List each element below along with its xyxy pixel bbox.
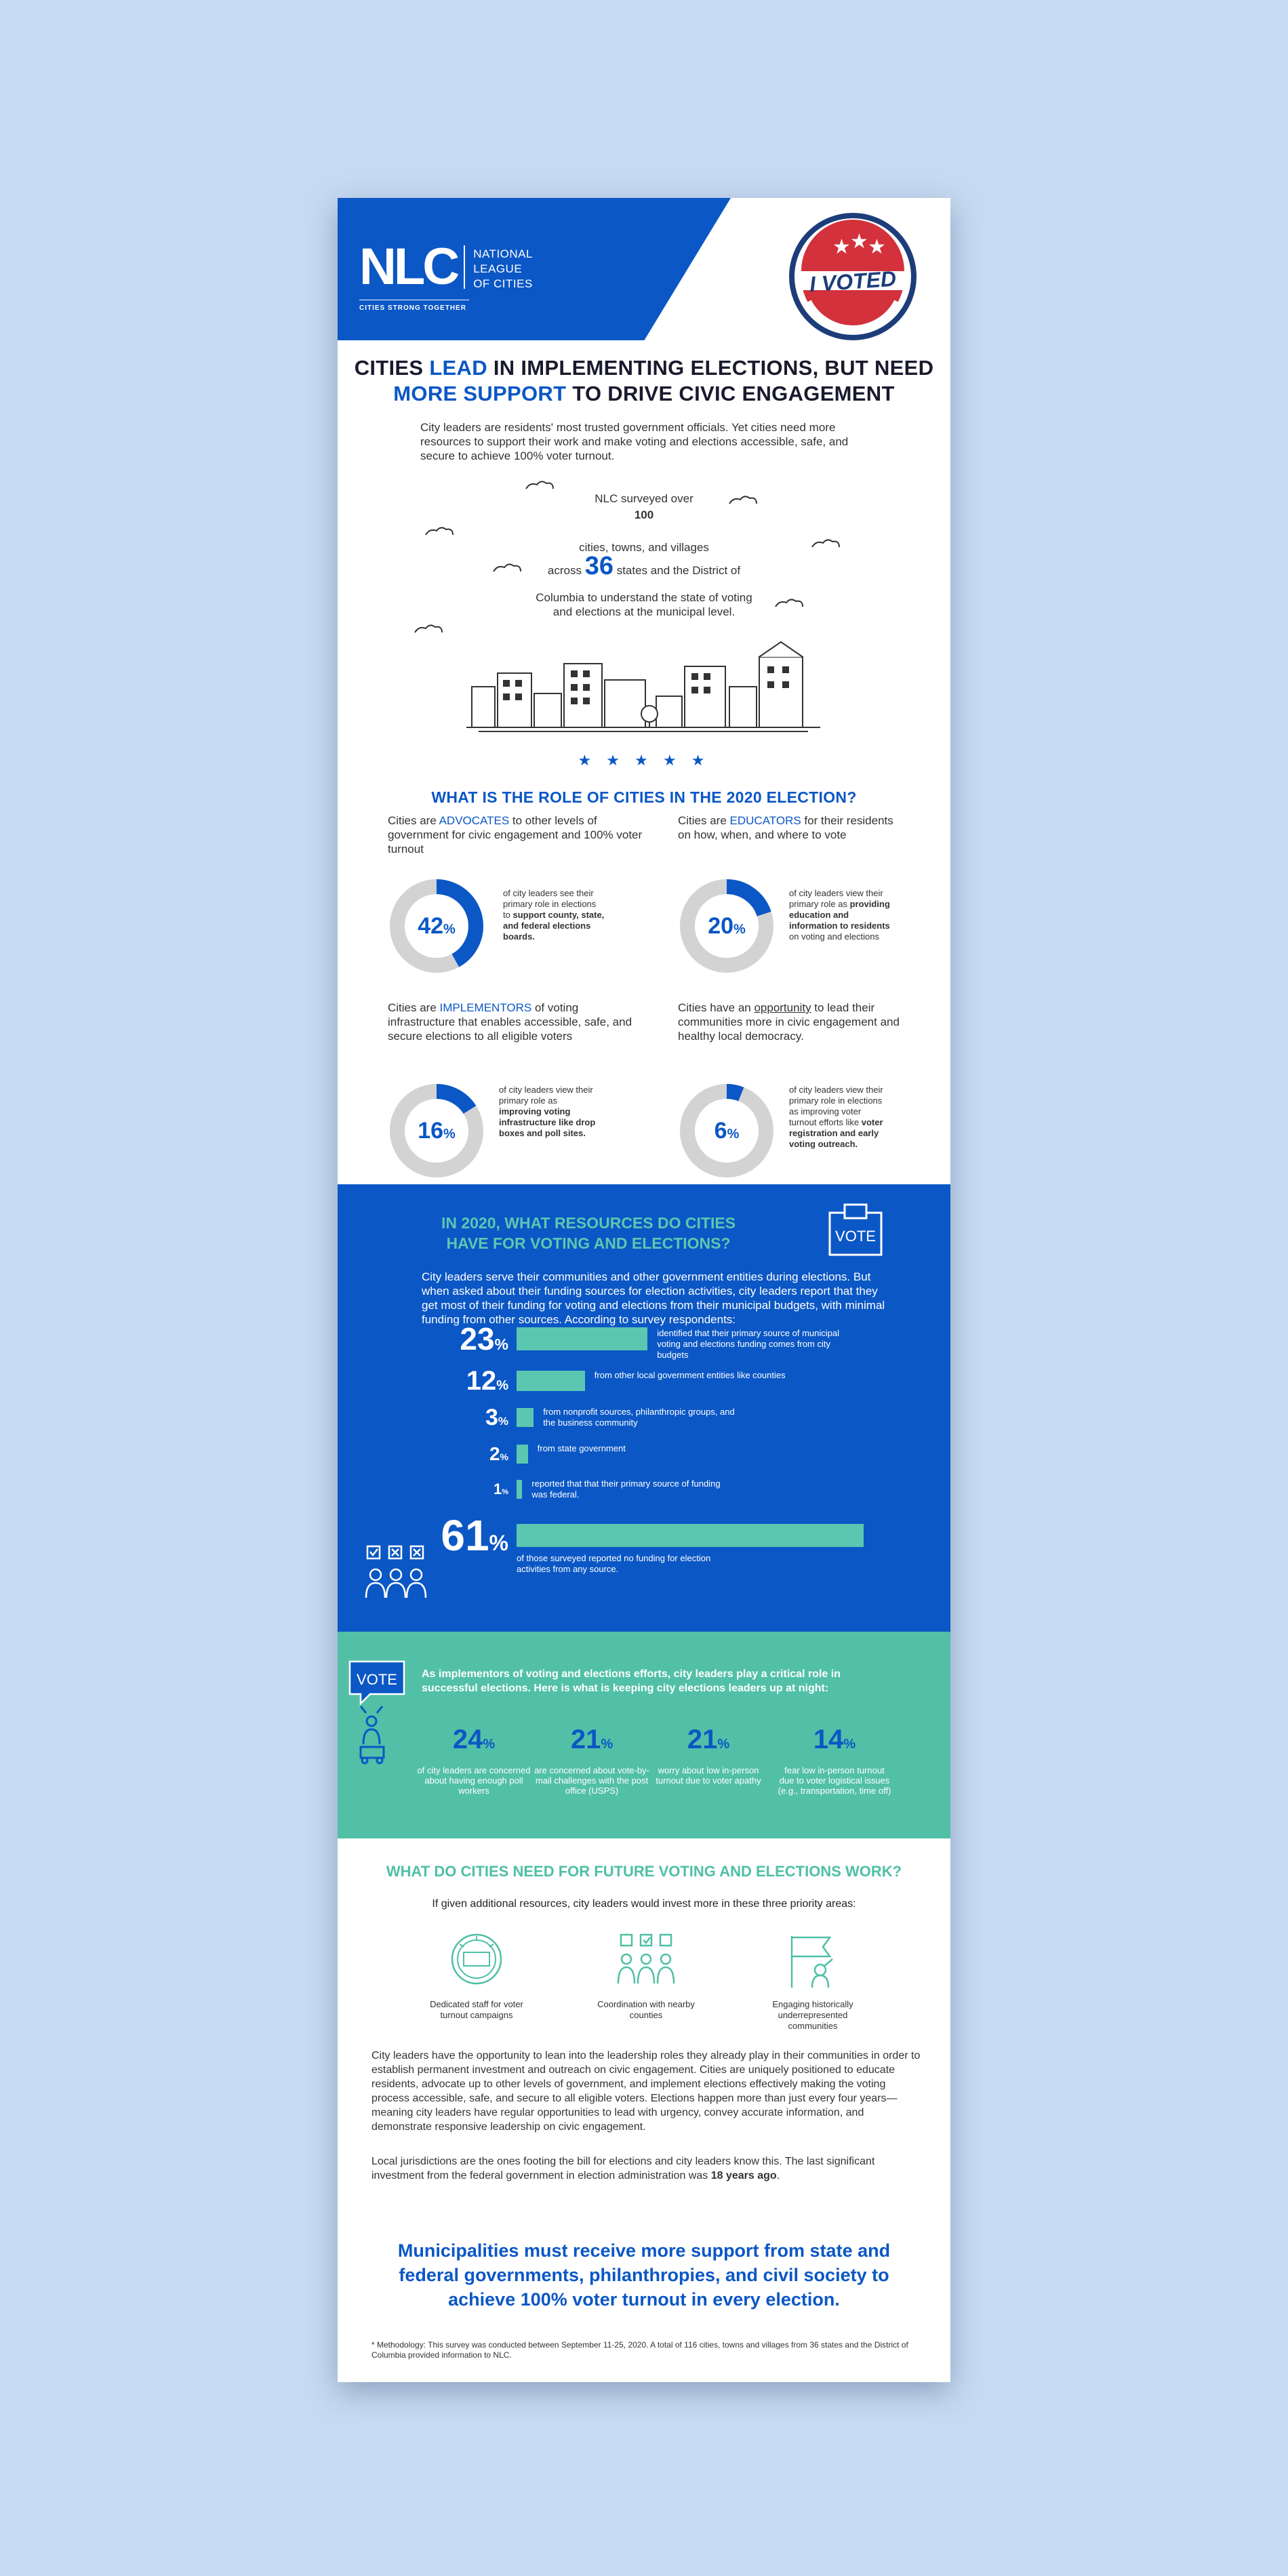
survey-section	[338, 463, 950, 748]
title-text: CITIES	[354, 356, 430, 380]
role-text: Cities are	[388, 1001, 440, 1014]
stat-text: fear low in-person turnout due to voter logistical issues (e.g., transportation, time off)	[778, 1765, 891, 1796]
desc-text: of city leaders view their primary role as	[499, 1085, 593, 1106]
survey-count: 100	[634, 508, 654, 521]
resources-heading	[419, 1213, 758, 1253]
future-section	[338, 1838, 950, 2382]
role-description	[503, 888, 605, 942]
title-text: IN IMPLEMENTING ELECTIONS, BUT NEED	[487, 356, 934, 380]
vote-bubble-label: VOTE	[357, 1671, 397, 1688]
funding-bar-label: reported that that their primary source of funding was federal.	[531, 1478, 721, 1500]
concern-stat-logistics	[777, 1725, 892, 1796]
percent-number: 20	[708, 913, 734, 939]
priority-label: Engaging historically underrepresented communities	[772, 1999, 853, 2031]
vote-badge-icon	[446, 1932, 507, 1990]
survey-line-2: cities, towns, and villages	[579, 541, 709, 554]
roles-heading: WHAT IS THE ROLE OF CITIES IN THE 2020 ELECTION?	[431, 788, 857, 806]
paragraph-text: Local jurisdictions are the ones footing the bill for elections and city leaders know this. The last significant investment from the federal government in election administration was	[371, 2156, 875, 2181]
priority-label: Coordination with nearby counties	[597, 1999, 695, 2020]
worker-icon	[361, 1706, 384, 1763]
intro-text: City leaders are residents' most trusted government officials. Yet cities need more resources to support their work and make voting and elections accessible, safe, and secure to achieve 100% voter turnout.	[420, 421, 849, 462]
logo-line-2: LEAGUE	[473, 262, 523, 275]
concern-stat-vote-by-mail	[534, 1725, 649, 1796]
title-highlight: LEAD	[429, 356, 487, 380]
page-title	[338, 355, 950, 407]
donut-percent	[678, 1082, 776, 1183]
role-text: to lead their communities more in civic engagement and healthy local democracy.	[678, 1001, 900, 1043]
ballot-box-icon	[826, 1199, 887, 1260]
concern-stat-voter-apathy	[651, 1725, 766, 1786]
bar-percent: %	[502, 1488, 508, 1496]
svg-text:★: ★	[832, 235, 851, 259]
percent-sign: %	[733, 922, 746, 937]
cloud-icon	[426, 527, 453, 535]
role-implementors	[388, 1001, 645, 1144]
stat-number: 21	[687, 1725, 718, 1754]
bar-number: 1	[493, 1481, 502, 1497]
future-heading: WHAT DO CITIES NEED FOR FUTURE VOTING AND ELECTIONS WORK?	[386, 1863, 902, 1880]
badge-text: I VOTED	[808, 266, 898, 297]
svg-text:★: ★	[868, 235, 886, 259]
survey-line-3	[338, 552, 950, 580]
funding-bar-value	[338, 1367, 508, 1399]
funding-bar	[517, 1408, 534, 1427]
percent-sign: %	[443, 922, 456, 937]
bar-percent: %	[498, 1415, 508, 1428]
bar-percent: %	[494, 1335, 508, 1353]
donut-chart	[388, 1082, 485, 1180]
role-lead-text	[388, 1001, 645, 1043]
resources-heading-line: IN 2020, WHAT RESOURCES DO CITIES	[441, 1214, 736, 1232]
role-opportunity	[678, 1001, 908, 1149]
coordination-icon	[616, 1932, 677, 1990]
funding-bar-value	[338, 1323, 508, 1360]
stat-text: are concerned about vote-by-mail challenges with the post office (USPS)	[534, 1765, 649, 1796]
stat-text: worry about low in-person turnout due to voter apathy	[656, 1765, 761, 1786]
svg-text:★: ★	[850, 230, 868, 254]
logo-line-1: NATIONAL	[473, 247, 533, 260]
funding-bar-label: from state government	[537, 1443, 626, 1453]
stat-percent: %	[843, 1737, 856, 1752]
header	[338, 198, 950, 340]
funding-bar	[517, 1524, 864, 1547]
role-lead-text	[678, 1001, 908, 1043]
stat-value	[416, 1725, 531, 1758]
desc-text: of city leaders see their primary role in elections to	[503, 888, 597, 920]
funding-bar-value	[338, 1406, 508, 1433]
percent-number: 6	[714, 1118, 727, 1144]
stat-number: 24	[452, 1725, 483, 1754]
bar-number: 61	[441, 1511, 489, 1560]
stat-percent: %	[717, 1737, 730, 1752]
role-highlight: opportunity	[754, 1001, 811, 1014]
funding-bar-label: from other local government entities like counties	[594, 1370, 786, 1380]
methodology-note: * Methodology: This survey was conducted between September 11-25, 2020. A total of 116 cities, towns and villages from 36 states and the District of Columbia provided information to NLC.	[371, 2340, 908, 2360]
desc-emphasis: providing education and information to residents	[789, 899, 890, 931]
stat-value	[534, 1725, 649, 1758]
desc-text: of city leaders view their primary role in elections as improving voter turnout efforts like	[789, 1085, 883, 1127]
logo-line-3: OF CITIES	[473, 277, 533, 290]
bar-number: 12	[466, 1366, 497, 1396]
survey-text: states and the District of	[613, 564, 741, 577]
concerns-intro: As implementors of voting and elections efforts, city leaders play a critical role in successful elections. Here is what is keeping city elections leaders up at night:	[422, 1668, 841, 1694]
infographic-poster	[338, 198, 950, 2382]
resources-heading-line: HAVE FOR VOTING AND ELECTIONS?	[446, 1234, 731, 1252]
cloud-icon	[526, 481, 553, 489]
funding-bar-label: of those surveyed reported no funding for election activities from any source.	[517, 1553, 711, 1574]
role-text: for their residents on how, when, and where to vote	[678, 814, 893, 841]
logo-tagline: CITIES STRONG TOGETHER	[359, 300, 469, 312]
desc-emphasis: voter registration and early voting outreach.	[789, 1117, 883, 1149]
logo-divider	[464, 245, 465, 289]
survey-across: across	[547, 564, 585, 577]
bar-number: 23	[460, 1321, 495, 1356]
megaphone-flag-icon	[782, 1932, 843, 1990]
funding-bar	[517, 1327, 647, 1350]
stat-text: of city leaders are concerned about having enough poll workers	[417, 1765, 531, 1796]
i-voted-badge-icon	[789, 213, 917, 340]
funding-bar	[517, 1480, 522, 1499]
donut-chart	[678, 877, 776, 975]
desc-emphasis: support county, state, and federal elections boards.	[503, 910, 605, 942]
role-text: Cities are	[388, 814, 439, 827]
funding-bar-label: identified that their primary source of municipal voting and elections funding comes from city budgets	[657, 1328, 839, 1360]
callout-statement: Municipalities must receive more support from state and federal governments, philanthropies, and civil society to achieve 100% voter turnout in every election.	[397, 2240, 891, 2310]
stat-percent: %	[601, 1737, 613, 1752]
title-highlight: MORE SUPPORT	[393, 382, 567, 405]
role-description	[789, 1085, 891, 1150]
resources-section	[338, 1184, 950, 1632]
role-text: Cities have an	[678, 1001, 754, 1014]
priority-label: Dedicated staff for voter turnout campaigns	[430, 1999, 523, 2020]
stat-value	[651, 1725, 766, 1758]
concerns-section	[338, 1632, 950, 1838]
funding-bar-value	[338, 1445, 508, 1466]
funding-bar	[517, 1371, 585, 1391]
future-paragraph-1: City leaders have the opportunity to lean into the leadership roles they already play in their communities in order to establish permanent investment and outreach on civic engagement. Cities are uniquely positioned to educate residents, advocate up to other levels of government, and implement elections effectively making the voting process accessible, safe, and secure to all eligible voters. Elections happen more than just every four years—meaning city leaders have regular opportunities to lead with urgency, convey accurate information, and demonstrate responsive leadership on civic engagement.	[371, 2050, 921, 2133]
bar-percent: %	[489, 1531, 508, 1555]
nlc-logo[interactable]	[359, 238, 533, 312]
ballot-box-label: VOTE	[835, 1228, 876, 1245]
funding-bar-value	[338, 1482, 508, 1500]
role-text: of voting infrastructure that enables accessible, safe, and secure elections to all eligible voters	[388, 1001, 632, 1043]
title-text: TO DRIVE CIVIC ENGAGEMENT	[566, 382, 895, 405]
priority-engagement	[755, 1932, 870, 2032]
role-educators	[678, 813, 902, 942]
stat-percent: %	[483, 1737, 496, 1752]
role-highlight: EDUCATORS	[729, 814, 801, 827]
desc-emphasis: improving voting infrastructure like drop boxes and poll sites.	[499, 1106, 596, 1138]
role-description	[499, 1085, 601, 1139]
donut-percent	[388, 1082, 485, 1183]
donut-chart	[388, 877, 485, 975]
survey-line-1: NLC surveyed over	[595, 492, 693, 505]
donut-percent	[678, 877, 776, 978]
future-subheading: If given additional resources, city leaders would invest more in these three priority areas:	[432, 1898, 856, 1910]
role-description	[789, 888, 891, 942]
funding-bar	[517, 1445, 528, 1464]
bar-percent: %	[500, 1451, 508, 1462]
percent-sign: %	[727, 1127, 740, 1142]
role-lead-text	[388, 813, 645, 856]
priority-staff	[419, 1932, 534, 2021]
stars-divider-icon: ★ ★ ★ ★ ★	[578, 752, 710, 769]
paragraph-emphasis: 18 years ago	[710, 2170, 777, 2181]
percent-number: 42	[418, 913, 444, 939]
cloud-icon	[415, 625, 442, 632]
desc-text: of city leaders view their primary role as	[789, 888, 883, 909]
role-highlight: IMPLEMENTORS	[439, 1001, 532, 1014]
stat-number: 21	[570, 1725, 601, 1754]
bar-percent: %	[496, 1378, 508, 1393]
voters-group-icon	[362, 1544, 430, 1605]
roles-section	[338, 813, 950, 1193]
bar-number: 3	[485, 1405, 498, 1430]
desc-text: on voting and elections	[789, 931, 879, 942]
role-lead-text	[678, 813, 902, 842]
role-text: to other levels of government for civic engagement and 100% voter turnout	[388, 814, 643, 856]
vote-speech-bubble-icon	[346, 1659, 414, 1767]
donut-percent	[388, 877, 485, 978]
priority-coordination	[588, 1932, 704, 2021]
funding-bar-label: from nonprofit sources, philanthropic groups, and the business community	[543, 1407, 735, 1428]
percent-number: 16	[418, 1118, 444, 1144]
logo-mark: NLC	[359, 238, 458, 296]
role-highlight: ADVOCATES	[439, 814, 510, 827]
stat-number: 14	[813, 1725, 844, 1754]
donut-chart	[678, 1082, 776, 1180]
future-paragraph-2	[371, 2154, 922, 2183]
percent-sign: %	[443, 1127, 456, 1142]
concern-stat-poll-workers	[416, 1725, 531, 1796]
bar-number: 2	[489, 1443, 500, 1464]
survey-line-4: Columbia to understand the state of voting	[536, 591, 752, 604]
role-advocates	[388, 813, 645, 942]
survey-line-5: and elections at the municipal level.	[552, 605, 736, 618]
stat-value	[777, 1725, 892, 1758]
resources-paragraph: City leaders serve their communities and other government entities during elections. But when asked about their funding sources for election activities, city leaders report that they get most of their funding for voting and elections from their municipal budgets, with minimal funding from other sources. According to survey respondents:	[422, 1270, 885, 1326]
logo-org-name	[473, 247, 533, 291]
role-text: Cities are	[678, 814, 730, 827]
survey-states: 36	[584, 552, 613, 580]
paragraph-text: .	[776, 2170, 780, 2181]
